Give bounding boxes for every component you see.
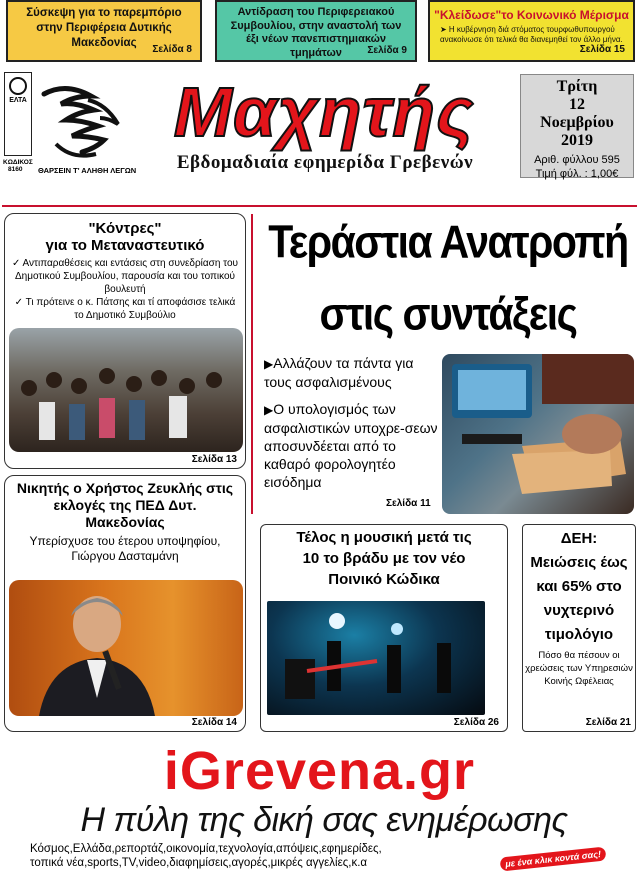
story-music[interactable] [260,524,508,732]
story-title: Νικητής ο Χρήστος Ζευκλής στις εκλογές της ΠΕΔ Δυτ. Μακεδονίας [16,480,234,530]
main-headline-line2: στις συντάξεις [319,288,577,340]
top-teaser-3[interactable] [428,0,635,62]
top-teaser-2[interactable] [215,0,417,62]
story-title-line2: για το Μεταναστευτικό [45,237,205,254]
story-migration[interactable] [4,213,246,469]
ad-tagline: Η πύλη της δική σας ενημέρωσης [80,801,568,839]
main-bullet-text: Αλλάζουν τα πάντα για τους ασφαλισμένους [264,355,414,390]
story-bullet: ✓ Αντιπαραθέσεις και εντάσεις στη συνεδρίαση του Δημοτικού Συμβουλίου, παρουσία και του τοπικού βουλευτή [11,258,239,295]
arrow-icon: ▶ [264,403,274,417]
motto: ΘΑΡΣΕΙΝ Τ' ΑΛΗΘΗ ΛΕΓΩΝ [38,166,137,175]
page-ref: Σελίδα 9 [367,44,407,56]
page-ref: Σελίδα 11 [386,498,431,509]
eagle-icon [36,74,126,164]
page-ref: Σελίδα 21 [585,717,631,728]
main-bullet [264,400,444,491]
story-sub: Υπερίσχυσε του έτερου υποψηφίου, Γιώργου Δασταμάνη [29,534,221,563]
main-bullet-text: Ο υπολογισμός των ασφαλιστικών υποχρε-σεων αποσυνδέεται από το καθαρό φορολογητέο εισόδημα [264,401,438,490]
issue-month: Νοεμβρίου [540,114,614,131]
story-title-line1: "Κόντρες" [88,220,162,237]
eagle-logo [36,74,126,164]
story-elections[interactable] [4,475,246,732]
speaker-image-icon [9,580,243,716]
story-sub: Πόσο θα πέσουν οι χρεώσεις των Υπηρεσιών Κοινής Ωφέλειας [525,650,633,687]
main-bullet [264,354,444,391]
elta-logo-icon [9,77,27,95]
masthead-title: Μαχητής [173,73,475,151]
story-title: ΔΕΗ: Μειώσεις έως και 65% στο νυχτερινό τιμολόγιο [530,530,628,643]
ad-banner[interactable] [0,738,639,885]
masthead-subtitle: Εβδομαδιαία εφημερίδα Γρεβενών [176,152,474,173]
ad-brand: iGrevena.gr [163,741,476,801]
top-teaser-1[interactable] [6,0,202,62]
band-image-icon [267,601,485,715]
page-ref: Σελίδα 14 [191,717,237,728]
page-ref: Σελίδα 13 [191,454,237,465]
story-bullet: ✓ Τι πρότεινε ο κ. Πάτσης και τί αποφάσισε τελικά το Δημοτικό Συμβούλιο [14,297,236,321]
ad-line: Κόσμος,Ελλάδα,ρεπορτάζ,οικονομία,τεχνολογία,απόψεις,εφημερίδες, [30,843,382,855]
teaser-headline: Αντίδραση του Περιφερειακού Συμβουλίου, στην αναστολή των έξι νέων πανεπιστημιακών τμημάτων [230,6,402,59]
code-number: 8160 [8,166,23,173]
crowd-photo [9,328,243,452]
arrow-icon: ▶ [264,357,274,371]
story-title: Τέλος η μουσική μετά τις 10 το βράδυ με τον νέο Ποινικό Κώδικα [296,529,472,588]
code-label: ΚΩΔΙΚΟΣ [3,159,33,166]
column-divider [251,214,253,514]
issue-day: Τρίτη [556,78,598,95]
atm-photo [442,354,634,514]
date-panel [520,74,634,178]
masthead-divider [2,205,637,207]
ad-line: τοπικά νέα,sports,TV,video,διαφημίσεις,αγορές,μικρές αγγελίες,κ.α [30,857,368,869]
issue-year: 2019 [561,132,593,149]
issue-price: Τιμή φύλ. : 1,00€ [535,168,619,180]
elta-stamp [4,72,32,156]
page-ref: Σελίδα 8 [152,44,192,55]
issue-number: Αριθ. φύλλου 595 [534,154,620,166]
issue-date: 12 [569,96,585,113]
crowd-image-icon [9,328,243,452]
page-ref: Σελίδα 15 [579,44,625,55]
speaker-photo [9,580,243,716]
teaser-sub: ➤ Η κυβέρνηση διά στόματος τουρφωθυπουργού ανακοίνωσε ότι τελικά θα διανεμηθεί τον άλλο μήνα. [440,25,623,44]
ad-badge: με ένα κλικ κοντά σας! [500,846,607,871]
main-headline-line1: Τεράστια Ανατροπή [268,216,628,268]
atm-money-icon [442,354,634,514]
teaser-headline: "Κλείδωσε"το Κοινωνικό Μέρισμα [434,8,629,22]
elta-text: ΕΛΤΑ [9,97,27,104]
story-deh[interactable] [522,524,636,732]
teaser-headline: Σύσκεψη για το παρεμπόριο στην Περιφέρεια Δυτικής Μακεδονίας [26,7,182,49]
concert-photo [267,601,485,715]
page-ref: Σελίδα 26 [453,717,499,728]
